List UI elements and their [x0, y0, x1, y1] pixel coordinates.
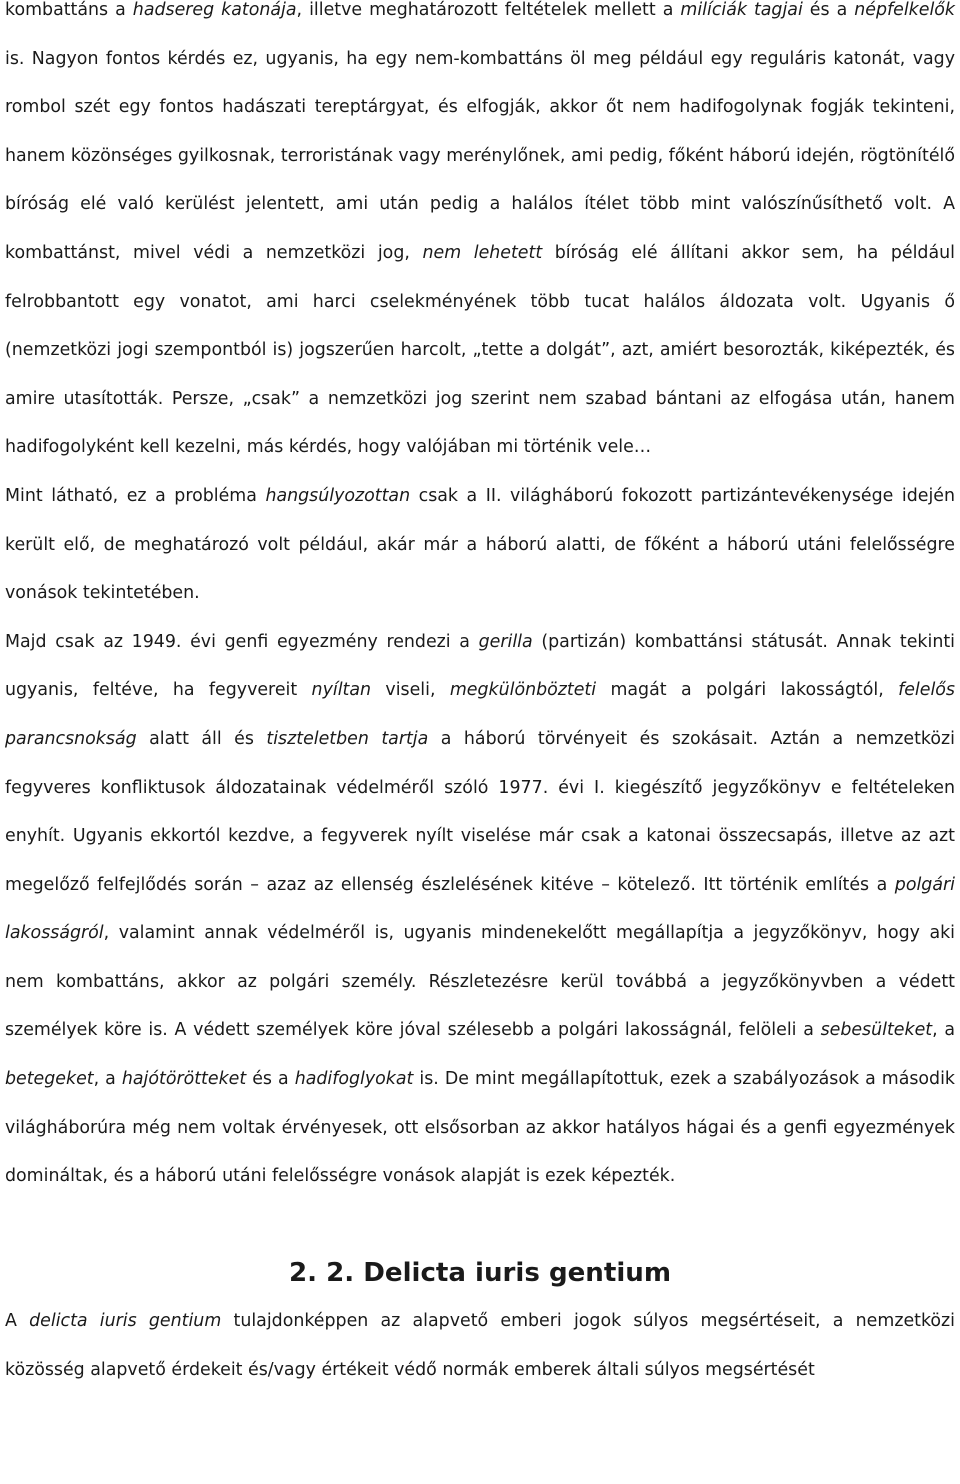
- emphasized-text: hadifoglyokat: [294, 1069, 414, 1090]
- text-run: alatt áll és: [136, 728, 267, 749]
- text-run: Majd csak az 1949. évi genfi egyezmény rendezi a: [5, 631, 479, 652]
- text-run: tulajdonképpen az alapvető emberi jogok súlyos megsértéseit, a nemzetközi közösség alapvető érdekeit és/vagy értékeit védő normák emberek általi súlyos megsértését: [5, 1311, 956, 1381]
- text-run: , a: [93, 1069, 122, 1090]
- emphasized-text: megkülönbözteti: [449, 680, 597, 701]
- text-run: , a: [932, 1020, 955, 1041]
- text-run: viseli,: [371, 680, 450, 701]
- text-run: bíróság elé állítani akkor sem, ha például felrobbantott egy vonatot, ami harci cselekményének több tucat halálos áldozata volt. Ugyanis ő (nemzetközi jogi szempontból is) jogszerűen harcolt, „tette a dolgát”, azt, amiért besorozták, kiképezték, és amire utasították. Persze, „csak” a nemzetközi jog szerint nem szabad bántani az elfogása után, hanem hadifogolyként kell kezelni, más kérdés, hogy valójában mi történik vele…: [5, 242, 955, 458]
- emphasized-text: milíciák tagjai: [680, 0, 803, 20]
- text-run: , illetve meghatározott feltételek mellett a: [296, 0, 681, 20]
- emphasized-text: gerilla: [478, 631, 533, 652]
- paragraph-1: [5, 0, 955, 472]
- paragraph-4: [5, 1297, 955, 1394]
- document-page: [5, 0, 955, 1395]
- text-run: a háború törvényeit és szokásait. Aztán a nemzetközi fegyveres konfliktusok áldozatainak védelméről szóló 1977. évi I. kiegészítő jegyzőkönyv e feltételeken enyhít. Ugyanis ekkortól kezdve, a fegyverek nyílt viselése már csak a katonai összecsapás, illetve az azt megelőző felfejlődés során – azaz az ellenség észlelésének kitéve – kötelező. Itt történik említés a: [5, 728, 955, 895]
- text-run: A: [5, 1311, 30, 1332]
- text-run: és a: [246, 1069, 295, 1090]
- text-run: magát a polgári lakosságtól,: [596, 680, 899, 701]
- text-run: is. Nagyon fontos kérdés ez, ugyanis, ha egy nem-kombattáns öl meg például egy reguláris katonát, vagy rombol szét egy fontos hadászati tereptárgyat, és elfogják, akkor őt nem hadifogolynak fogják tekinteni, hanem közönséges gyilkosnak, terroristának vagy merénylőnek, ami pedig, főként háború idején, rögtönítélő bíróság elé való kerülést jelentett, ami után pedig a halálos ítélet több mint valószínűsíthető volt. A kombattánst, mivel védi a nemzetközi jog,: [5, 48, 955, 263]
- paragraph-3: [5, 618, 955, 1201]
- emphasized-text: hajótörötteket: [121, 1069, 247, 1090]
- text-run: (partizán) kombattánsi státusát. Annak tekinti ugyanis, feltéve, ha fegyvereit: [5, 631, 955, 701]
- emphasized-text: tiszteletben tartja: [266, 728, 429, 749]
- emphasized-text: polgári lakosságról: [5, 874, 955, 944]
- emphasized-text: hangsúlyozottan: [265, 485, 411, 506]
- paragraph-2: [5, 472, 955, 618]
- section-heading: 2. 2. Delicta iuris gentium: [288, 1257, 672, 1288]
- text-run: kombattáns a: [5, 0, 133, 20]
- emphasized-text: nem lehetett: [422, 242, 543, 263]
- text-run: és a: [802, 0, 855, 20]
- emphasized-text: betegeket: [5, 1069, 94, 1090]
- emphasized-text: sebesülteket: [820, 1020, 933, 1041]
- emphasized-text: hadsereg katonája: [132, 0, 297, 20]
- text-run: csak a II. világháború fokozott partizántevékenysége idején került elő, de meghatározó volt például, akár már a háború alatti, de főként a háború utáni felelősségre vonások tekintetében.: [5, 485, 955, 604]
- text-run: , valamint annak védelméről is, ugyanis mindenekelőtt megállapítja a jegyzőkönyv, hogy aki nem kombattáns, akkor az polgári személy. Részletezésre kerül továbbá a jegyzőkönyvben a védett személyek köre is. A védett személyek köre jóval szélesebb a polgári lakosságnál, felöleli a: [5, 923, 955, 1041]
- emphasized-text: felelős parancsnokság: [5, 680, 955, 749]
- text-run: is. De mint megállapítottuk, ezek a szabályozások a második világháborúra még nem voltak érvényesek, ott elsősorban az akkor hatályos hágai és a genfi egyezmények domináltak, és a háború utáni felelősségre vonások alapját is ezek képezték.: [5, 1069, 955, 1187]
- emphasized-text: népfelkelők: [854, 0, 955, 20]
- text-run: Mint látható, ez a probléma: [5, 485, 266, 506]
- emphasized-text: delicta iuris gentium: [29, 1311, 222, 1332]
- emphasized-text: nyíltan: [311, 680, 372, 701]
